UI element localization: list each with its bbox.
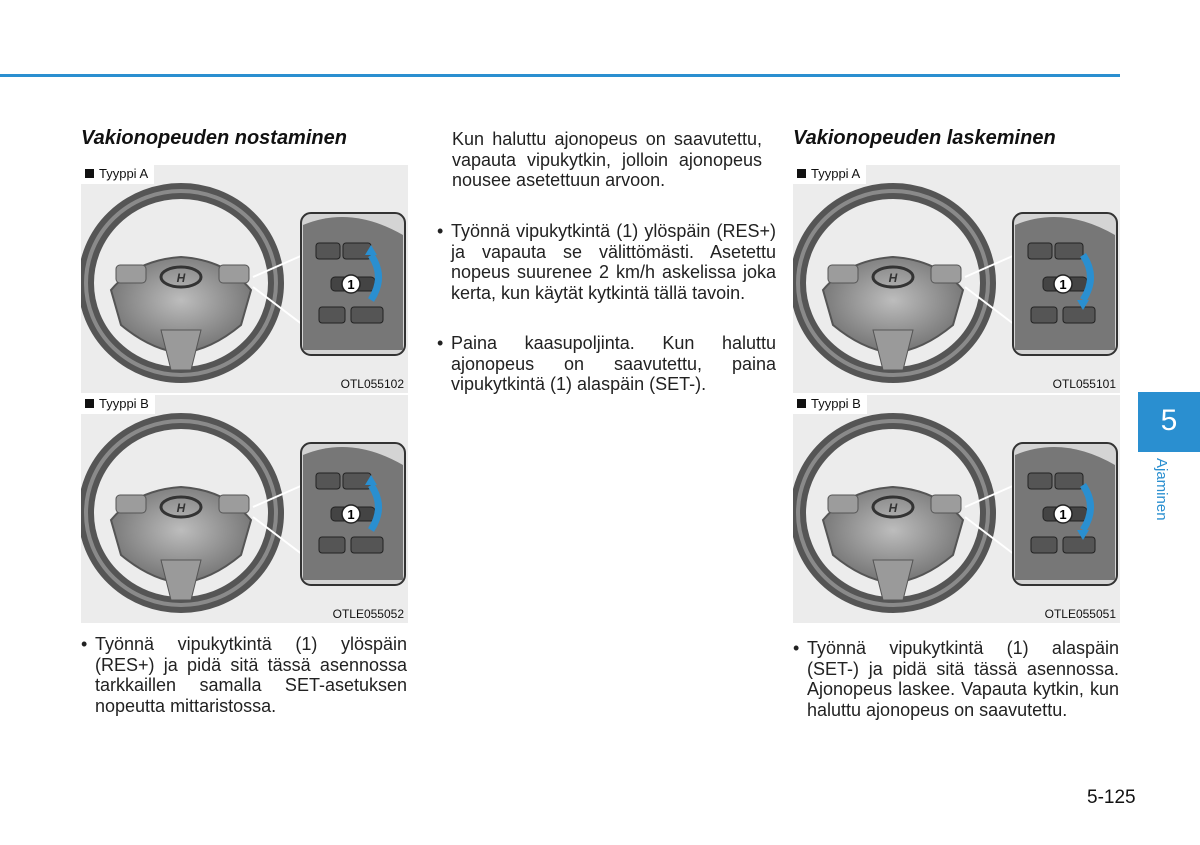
figure-left-type-b: [81, 395, 408, 623]
paragraph-release-switch: Kun haluttu ajonopeus on saavutettu, vapauta vipukytkin, jolloin ajonopeus nousee asetettuun arvoon.: [452, 129, 762, 190]
heading-decrease-speed: Vakionopeuden laskeminen: [793, 127, 1056, 149]
svg-text:H: H: [888, 501, 898, 515]
figure-code: OTL055102: [340, 377, 404, 391]
svg-text:H: H: [888, 271, 898, 285]
callout-number: 1: [347, 277, 355, 292]
header-rule: [0, 74, 1120, 77]
type-b-tag: Tyyppi B: [793, 395, 867, 414]
steering-wheel-illustration: [81, 395, 408, 623]
bullet-hold-down: • Työnnä vipukytkintä (1) alaspäin (SET-) ja pidä sitä tässä asennossa. Ajonopeus laskee. Vapauta kytkin, kun haluttu ajonopeus on saavutettu.: [793, 638, 1119, 720]
figure-code: OTLE055052: [332, 607, 404, 621]
figure-code: OTLE055051: [1044, 607, 1116, 621]
type-a-tag: Tyyppi A: [81, 165, 154, 184]
steering-wheel-illustration: [793, 165, 1120, 393]
bullet-hold-up: • Työnnä vipukytkintä (1) ylöspäin (RES+) ja pidä sitä tässä asennossa tarkkaillen samalla SET-asetuksen nopeutta mittaristossa.: [81, 634, 407, 716]
figure-right-type-b: [793, 395, 1120, 623]
callout-number: 1: [347, 507, 355, 522]
figure-right-type-a: [793, 165, 1120, 393]
bullet-accelerator: • Paina kaasupoljinta. Kun haluttu ajonopeus on saavutettu, paina vipukytkintä (1) alaspäin (SET-).: [437, 333, 776, 395]
callout-number: 1: [1059, 507, 1067, 522]
chapter-number-tab: 5: [1138, 392, 1200, 452]
steering-wheel-illustration: [793, 395, 1120, 623]
svg-text:H: H: [176, 271, 186, 285]
bullet-tap-up: • Työnnä vipukytkintä (1) ylöspäin (RES+) ja vapauta se välittömästi. Asetettu nopeus suurenee 2 km/h askelissa joka kerta, kun käytät kytkintä tällä tavoin.: [437, 221, 776, 303]
figure-code: OTL055101: [1052, 377, 1116, 391]
steering-wheel-illustration: [81, 165, 408, 393]
chapter-label: Ajaminen: [1153, 458, 1170, 521]
type-a-tag: Tyyppi A: [793, 165, 866, 184]
heading-increase-speed: Vakionopeuden nostaminen: [81, 127, 347, 149]
type-b-tag: Tyyppi B: [81, 395, 155, 414]
figure-left-type-a: [81, 165, 408, 393]
page-number: 5-125: [1087, 787, 1136, 808]
callout-number: 1: [1059, 277, 1067, 292]
svg-text:H: H: [176, 501, 186, 515]
